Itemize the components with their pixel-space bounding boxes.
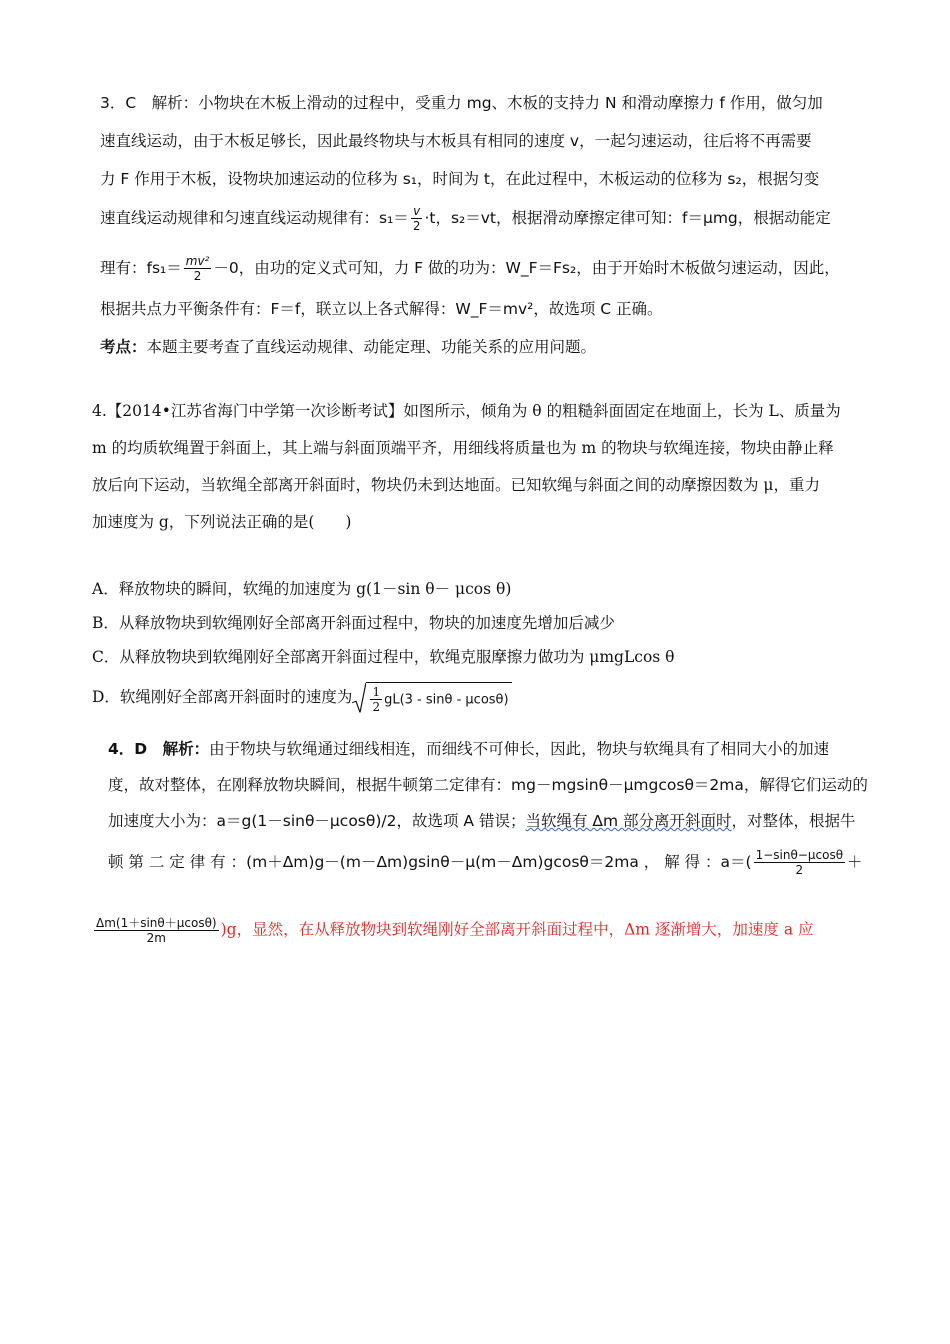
- q4-option-a: A．释放物块的瞬间，软绳的加速度为 g(1－sin θ－ μcos θ): [92, 580, 512, 598]
- a4-line-5: $\frac{\Delta m(1+\sin\theta+\mu\cos\theta)}{2m}$ )g，显然，在从释放物块到软绳刚好全部离开斜面过程中，Δm 逐渐增大，加速度 a 应: [96, 916, 814, 945]
- q4-fraction-half: $\frac{1}{2}$: [372, 685, 381, 714]
- q4-stem-line-2: m 的均质软绳置于斜面上，其上端与斜面顶端平齐，用细线将质量也为 m 的物块与软绳连接，物块由静止释: [92, 439, 834, 457]
- q4-stem-line-4: 加速度为 g，下列说法正确的是( ): [92, 513, 352, 531]
- q3-line-1: 3．C 解析：小物块在木板上滑动的过程中，受重力 mg、木板的支持力 N 和滑动摩擦力 f 作用，做匀加: [100, 94, 823, 112]
- q4-stem-line-1: 4.【2014•江苏省海门中学第一次诊断考试】如图所示，倾角为 θ 的粗糙斜面固定在地面上，长为 L、质量为: [92, 402, 841, 420]
- q4-option-c: C．从释放物块到软绳刚好全部离开斜面过程中，软绳克服摩擦力做功为 μmgLcos θ: [92, 648, 675, 666]
- q4-option-d: D．软绳刚好全部离开斜面时的速度为 $\frac{1}{2}$ gL(3 - sinθ - μcosθ): [92, 682, 512, 714]
- a4-fraction-2: $\frac{\Delta m(1+\sin\theta+\mu\cos\theta)}{2m}$: [96, 916, 217, 945]
- radical-sign-icon: [352, 682, 366, 714]
- sqrt-expression: $\frac{1}{2}$ gL(3 - sinθ - μcosθ): [352, 682, 511, 714]
- q3-line-6: 根据共点力平衡条件有：F＝f，联立以上各式解得：W_F＝mv²，故选项 C 正确。: [100, 300, 663, 318]
- q3-line-4: 速直线运动规律和匀速直线运动规律有：s₁＝ $\frac{v}{2}$ ·t，s₂＝vt，根据滑动摩擦定律可知：f＝μmg，根据动能定: [100, 204, 831, 233]
- a4-line-4: 顿 第 二 定 律 有 ：(m＋Δm)g－(m－Δm)gsinθ－μ(m－Δm)gcosθ＝2ma ， 解 得 ：a＝( $\frac{1-\sin\theta-\mu\cos\theta}{2}$ ＋: [108, 848, 863, 877]
- q3-fraction-v-over-2: $\frac{v}{2}$: [412, 204, 421, 233]
- a4-fraction-1: $\frac{1-\sin\theta-\mu\cos\theta}{2}$: [755, 848, 844, 877]
- q4-option-b: B．从释放物块到软绳刚好全部离开斜面过程中，物块的加速度先增加后减少: [92, 614, 615, 632]
- a4-line-1: 4．D 解析：由于物块与软绳通过细线相连，而细线不可伸长，因此，物块与软绳具有了相同大小的加速: [108, 740, 830, 758]
- q4-stem-line-3: 放后向下运动，当软绳全部离开斜面时，物块仍未到达地面。已知软绳与斜面之间的动摩擦因数为 μ，重力: [92, 476, 821, 494]
- a4-line-2: 度，故对整体，在刚释放物块瞬间，根据牛顿第二定律有：mg－mgsinθ－μmgcosθ＝2ma，解得它们运动的: [108, 776, 868, 794]
- q3-line-3: 力 F 作用于木板，设物块加速运动的位移为 s₁，时间为 t，在此过程中，木板运动的位移为 s₂，根据匀变: [100, 170, 820, 188]
- q3-line-5: 理有：fs₁＝ $\frac{\text{mv²}}{2}$ －0，由功的定义式可知，力 F 做的功为：W_F＝Fs₂，由于开始时木板做匀速运动，因此，: [100, 254, 840, 283]
- q3-fraction-mv2-over-2: $\frac{\text{mv²}}{2}$: [185, 254, 210, 283]
- q3-line-2: 速直线运动，由于木板足够长，因此最终物块与木板具有相同的速度 v，一起匀速运动，往后将不再需要: [100, 132, 812, 150]
- q3-kaodian: 考点：本题主要考查了直线运动规律、动能定理、功能关系的应用问题。: [100, 338, 597, 356]
- a4-line-3: 加速度大小为：a＝g(1－sinθ－μcosθ)/2，故选项 A 错误；当软绳有 Δm 部分离开斜面时，对整体，根据牛: [108, 812, 856, 830]
